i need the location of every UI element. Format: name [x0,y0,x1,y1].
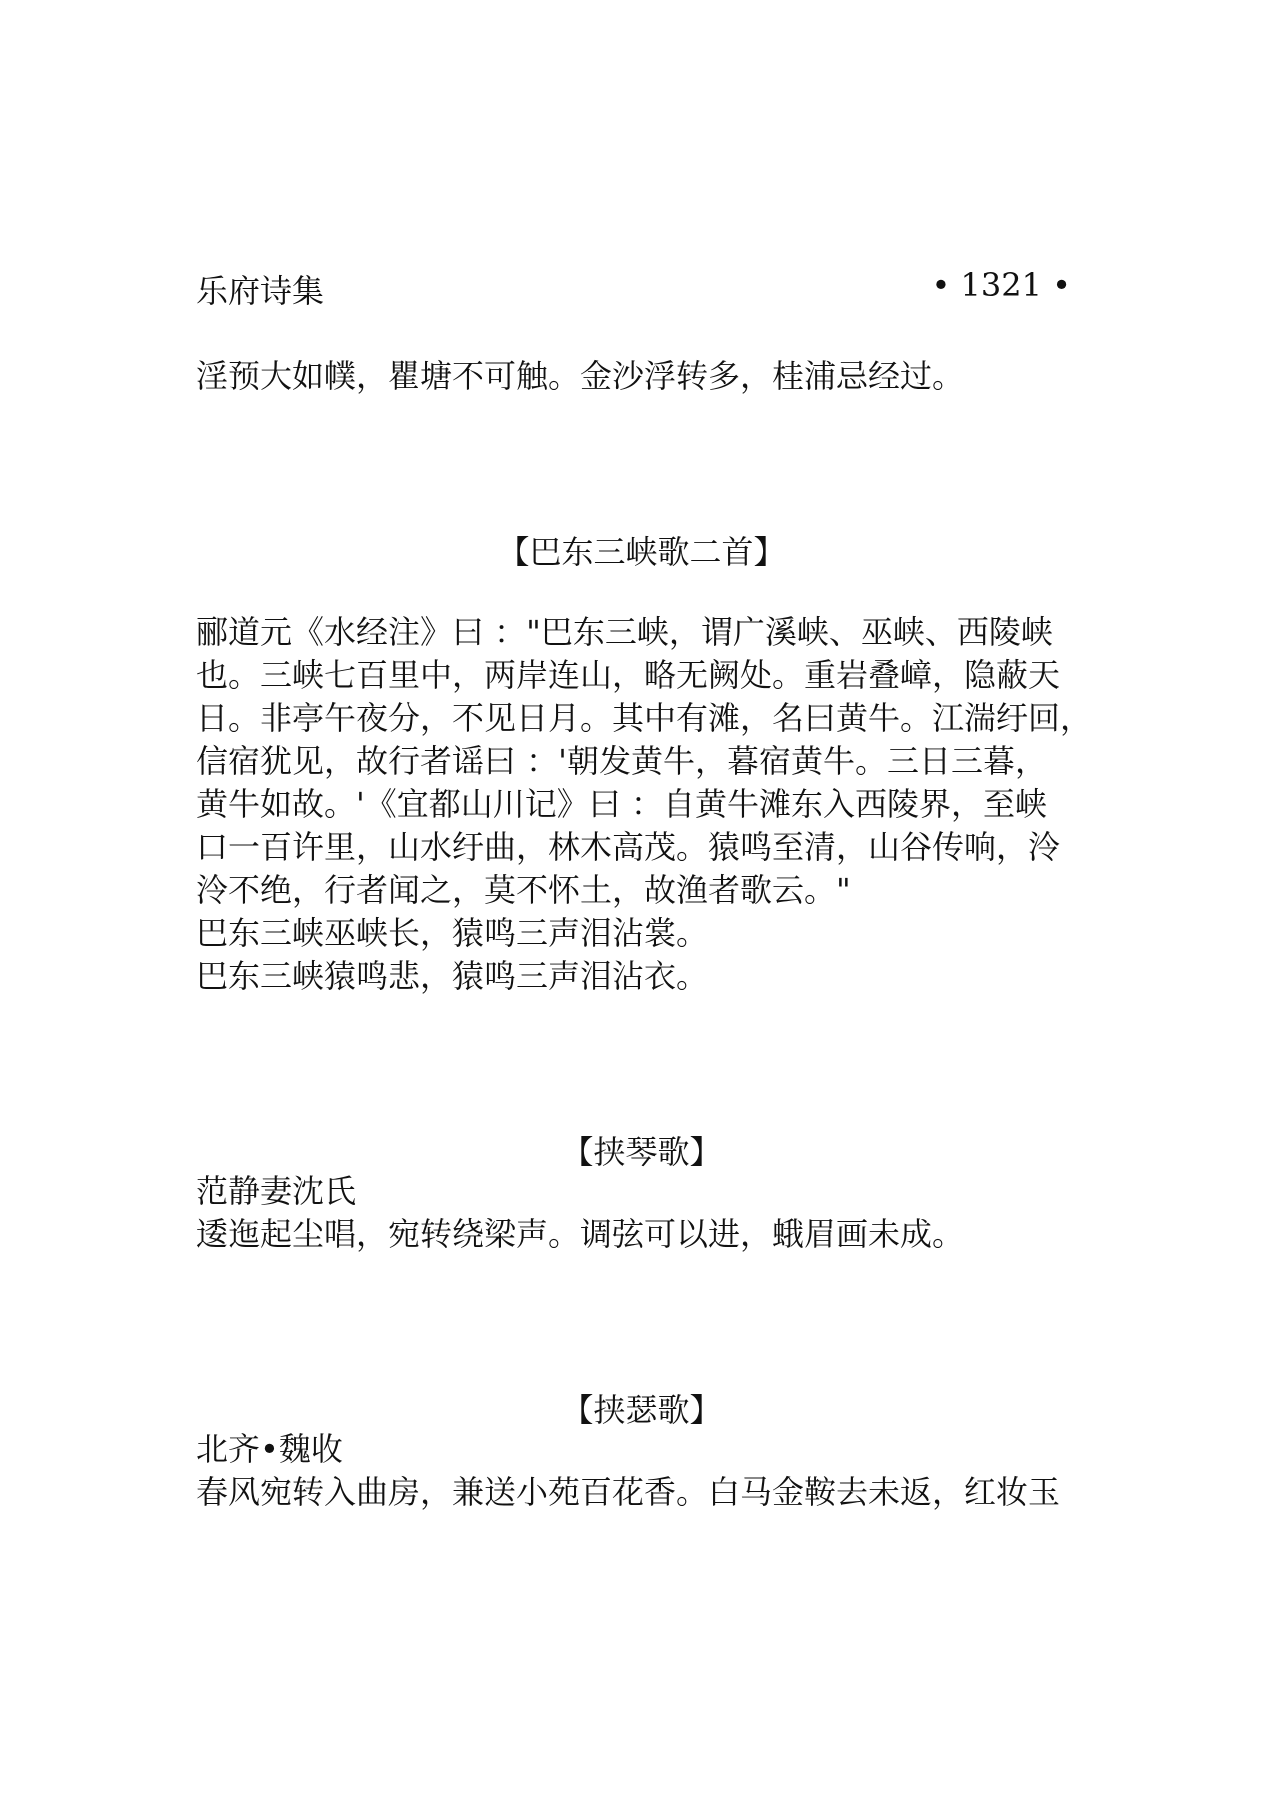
intro-line: 淫预大如幞，瞿塘不可触。金沙浮转多，桂浦忌经过。 [196,357,965,395]
section-title-badong-sanxia: 【巴东三峡歌二首】 [497,533,786,571]
poem-line: 巴东三峡猿鸣悲，猿鸣三声泪沾衣。 [196,957,709,995]
poem-line: 逶迤起尘唱，宛转绕梁声。调弦可以进，蛾眉画未成。 [196,1215,965,1253]
page-number: • 1321 • [931,266,1071,304]
section-line: 信宿犹见，故行者谣曰 ：'朝发黄牛，暮宿黄牛。三日三暮， [196,742,1047,780]
author-line: 北齐•魏收 [196,1430,343,1468]
section-line: 黄牛如故。'《宜都山川记》曰 ：自黄牛滩东入西陵界，至峡 [196,785,1047,823]
section-line: 日。非亭午夜分，不见日月。其中有滩，名曰黄牛。江湍纡回， [196,699,1093,737]
section-line: 也。三峡七百里中，两岸连山，略无阙处。重岩叠嶂，隐蔽天 [196,656,1061,694]
section-line: 口一百许里，山水纡曲，林木高茂。猿鸣至清，山谷传响，泠 [196,828,1061,866]
book-title: 乐府诗集 [196,272,325,310]
section-title-xieqin-ge: 【挟琴歌】 [561,1133,722,1171]
author-line: 范静妻沈氏 [196,1172,357,1210]
section-line: 郦道元《水经注》曰 ："巴东三峡，谓广溪峡、巫峡、西陵峡 [196,613,1053,651]
page-header [196,266,1087,314]
section-title-xiese-ge: 【挟瑟歌】 [561,1391,722,1429]
poem-line: 巴东三峡巫峡长，猿鸣三声泪沾裳。 [196,914,709,952]
section-line: 泠不绝，行者闻之，莫不怀土，故渔者歌云。" [196,871,851,909]
poem-line: 春风宛转入曲房，兼送小苑百花香。白马金鞍去未返，红妆玉 [196,1473,1061,1511]
